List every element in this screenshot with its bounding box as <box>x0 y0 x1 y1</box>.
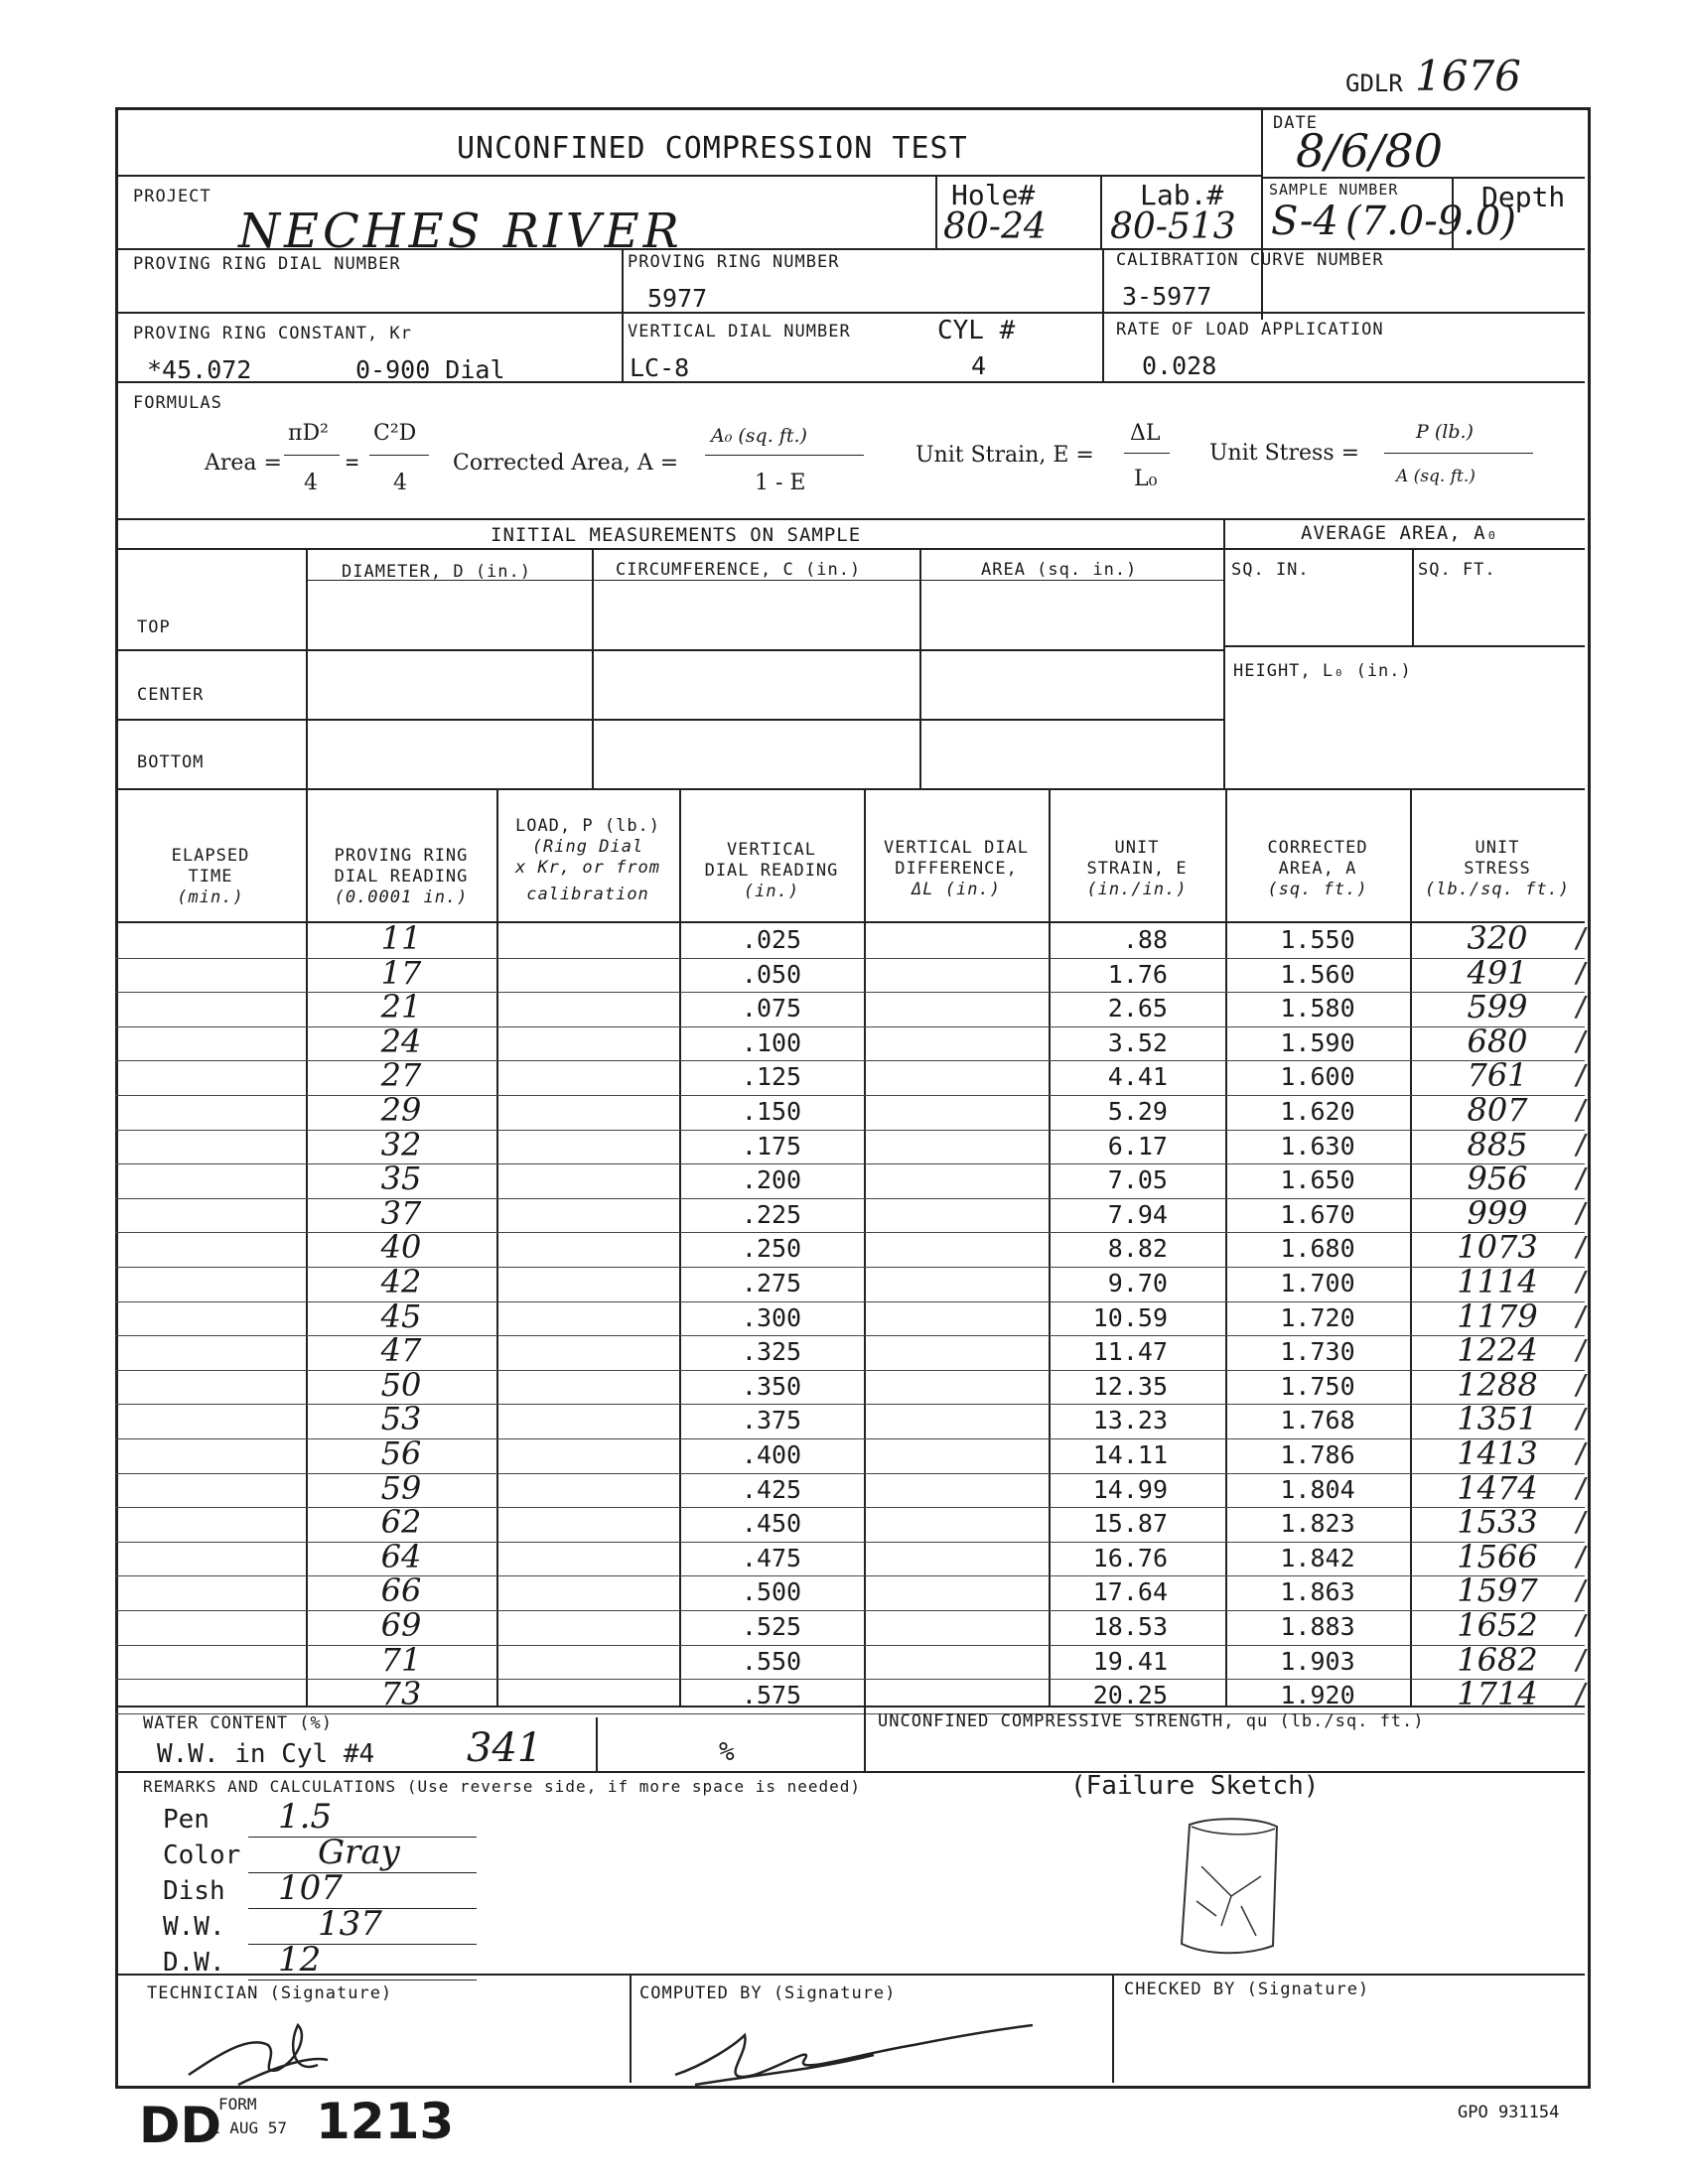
unit-stress-cell: 320 <box>1467 919 1528 957</box>
ring-number-value: 5977 <box>647 284 708 313</box>
ring-reading-cell: 53 <box>380 1400 422 1438</box>
ring-reading-cell: 21 <box>380 988 422 1026</box>
check-mark: / <box>1573 1265 1590 1297</box>
ring-reading-cell: 11 <box>380 919 422 957</box>
ring-reading-cell: 62 <box>380 1503 422 1542</box>
vertical-reading-cell: .050 <box>741 959 802 989</box>
circumference-header: CIRCUMFERENCE, C (in.) <box>616 560 862 580</box>
unit-stress-cell: 1474 <box>1457 1468 1538 1507</box>
ring-reading-cell: 47 <box>380 1331 422 1370</box>
header-corrected-area: CORRECTED AREA, A (sq. ft.) <box>1267 838 1368 899</box>
check-mark: / <box>1573 1470 1590 1504</box>
dial-range-value: 0-900 Dial <box>355 355 505 384</box>
corrected-area-cell: 1.630 <box>1280 1131 1355 1160</box>
check-mark: / <box>1573 1402 1590 1435</box>
check-mark: / <box>1573 1093 1590 1126</box>
sq-ft-header: SQ. FT. <box>1418 560 1496 580</box>
remark-label: Color <box>163 1841 241 1870</box>
unit-stress-cell: 807 <box>1467 1091 1528 1129</box>
cyl-label: CYL # <box>937 316 1016 345</box>
remark-label: Dish <box>163 1876 225 1906</box>
avg-area-label: AVERAGE AREA, A₀ <box>1301 522 1499 544</box>
vertical-reading-cell: .250 <box>741 1234 802 1264</box>
vertical-reading-cell: .200 <box>741 1165 802 1195</box>
corrected-area-cell: 1.700 <box>1280 1269 1355 1297</box>
form-number: 1213 <box>316 2093 455 2150</box>
dd-mark: DD <box>139 2097 222 2154</box>
vertical-reading-cell: .075 <box>741 994 802 1024</box>
unit-strain-cell: 4.41 <box>1107 1062 1168 1092</box>
gdlr-label: GDLR <box>1345 69 1403 97</box>
check-mark: / <box>1573 990 1590 1024</box>
gpo-number: GPO 931154 <box>1458 2103 1560 2122</box>
ucs-label: UNCONFINED COMPRESSIVE STRENGTH, qu (lb./sq. ft.) <box>878 1711 1425 1731</box>
remark-value: Gray <box>318 1833 400 1872</box>
unit-strain-cell: 7.05 <box>1107 1165 1168 1195</box>
ring-reading-cell: 29 <box>380 1091 422 1129</box>
formulas-label: FORMULAS <box>133 393 222 413</box>
header-load: LOAD, P (lb.) (Ring Dial x Kr, or from calibration <box>514 816 661 904</box>
computed-label: COMPUTED BY (Signature) <box>639 1983 897 2003</box>
unit-strain-cell: 20.25 <box>1092 1681 1168 1710</box>
corrected-area-cell: 1.590 <box>1280 1027 1355 1057</box>
check-mark: / <box>1573 1127 1590 1160</box>
unit-stress-cell: 999 <box>1467 1193 1528 1232</box>
unit-strain-cell: 2.65 <box>1107 994 1168 1024</box>
vertical-reading-cell: .100 <box>741 1027 802 1057</box>
sample-value: S-4 <box>1271 199 1338 244</box>
vertical-reading-cell: .300 <box>741 1302 802 1332</box>
ring-reading-cell: 24 <box>380 1022 422 1060</box>
ring-constant-label: PROVING RING CONSTANT, Kr <box>133 324 412 343</box>
vertical-reading-cell: .275 <box>741 1269 802 1297</box>
check-mark: / <box>1573 1298 1590 1332</box>
check-mark: / <box>1573 1539 1590 1572</box>
technician-label: TECHNICIAN (Signature) <box>147 1983 393 2003</box>
corrected-area-cell: 1.786 <box>1280 1440 1355 1469</box>
hole-label: Hole# <box>951 179 1036 211</box>
water-content-label: WATER CONTENT (%) <box>143 1713 333 1733</box>
corrected-area-cell: 1.842 <box>1280 1543 1355 1572</box>
depth-label: Depth <box>1481 181 1566 213</box>
unit-strain-cell: 16.76 <box>1092 1543 1168 1572</box>
ring-reading-cell: 32 <box>380 1125 422 1163</box>
failure-sketch-label: (Failure Sketch) <box>1070 1771 1320 1801</box>
unit-strain-cell: 7.94 <box>1107 1199 1168 1229</box>
unit-stress-cell: 885 <box>1467 1125 1528 1163</box>
vertical-reading-cell: .550 <box>741 1646 802 1676</box>
ring-reading-cell: 64 <box>380 1537 422 1575</box>
unit-strain-cell: 17.64 <box>1092 1577 1168 1607</box>
vertical-reading-cell: .350 <box>741 1371 802 1401</box>
check-mark: / <box>1573 1161 1590 1195</box>
date-label: DATE <box>1273 113 1318 133</box>
check-mark: / <box>1573 955 1590 989</box>
header-unit-stress: UNIT STRESS (lb./sq. ft.) <box>1424 838 1571 899</box>
unit-strain-cell: 6.17 <box>1107 1131 1168 1160</box>
calibration-curve-value: 3-5977 <box>1122 282 1212 311</box>
form-date: 1 AUG 57 <box>211 2118 288 2137</box>
vertical-reading-cell: .525 <box>741 1612 802 1641</box>
check-mark: / <box>1573 1573 1590 1607</box>
check-mark: / <box>1573 1642 1590 1676</box>
cyl-value: 4 <box>971 351 987 380</box>
unit-strain-cell: 18.53 <box>1092 1612 1168 1641</box>
header-elapsed-time: ELAPSED TIME (min.) <box>171 846 250 907</box>
ww-cyl-label: W.W. in Cyl #4 <box>157 1739 375 1769</box>
technician-signature <box>179 2015 417 2095</box>
ring-reading-cell: 45 <box>380 1297 422 1335</box>
check-mark: / <box>1573 1436 1590 1469</box>
corrected-area-cell: 1.680 <box>1280 1234 1355 1264</box>
check-mark: / <box>1573 1333 1590 1367</box>
diameter-header: DIAMETER, D (in.) <box>342 562 531 582</box>
unit-stress-cell: 1714 <box>1457 1675 1538 1713</box>
unit-stress-cell: 956 <box>1467 1160 1528 1198</box>
unit-stress-cell: 1073 <box>1457 1228 1538 1267</box>
unit-strain-cell: 9.70 <box>1107 1269 1168 1297</box>
ring-reading-cell: 27 <box>380 1056 422 1095</box>
computed-signature <box>655 2015 1053 2095</box>
check-mark: / <box>1573 1608 1590 1641</box>
rate-label: RATE OF LOAD APPLICATION <box>1116 320 1384 340</box>
unit-stress-cell: 1566 <box>1457 1537 1538 1575</box>
ring-reading-cell: 40 <box>380 1228 422 1267</box>
corrected-area-cell: 1.620 <box>1280 1097 1355 1126</box>
remark-label: D.W. <box>163 1948 225 1978</box>
unit-stress-cell: 1597 <box>1457 1571 1538 1610</box>
unit-stress-cell: 1652 <box>1457 1606 1538 1644</box>
unit-stress-cell: 1351 <box>1457 1400 1538 1438</box>
initial-title: INITIAL MEASUREMENTS ON SAMPLE <box>491 524 862 546</box>
check-mark: / <box>1573 1058 1590 1092</box>
ring-dial-label: PROVING RING DIAL NUMBER <box>133 254 401 274</box>
ring-reading-cell: 50 <box>380 1365 422 1404</box>
vertical-reading-cell: .175 <box>741 1131 802 1160</box>
check-mark: / <box>1573 1505 1590 1539</box>
hole-value: 80-24 <box>943 206 1047 247</box>
lab-label: Lab.# <box>1140 179 1224 211</box>
rate-value: 0.028 <box>1142 351 1217 380</box>
remark-label: W.W. <box>163 1912 225 1942</box>
unit-stress-cell: 1682 <box>1457 1640 1538 1679</box>
corrected-area-cell: 1.920 <box>1280 1681 1355 1710</box>
unit-strain-cell: 14.99 <box>1092 1474 1168 1504</box>
ring-reading-cell: 69 <box>380 1606 422 1644</box>
sq-in-header: SQ. IN. <box>1231 560 1310 580</box>
corrected-area-cell: 1.580 <box>1280 994 1355 1024</box>
corrected-area-cell: 1.804 <box>1280 1474 1355 1504</box>
vertical-reading-cell: .575 <box>741 1681 802 1710</box>
check-mark: / <box>1573 1677 1590 1710</box>
area-sq-in-header: AREA (sq. in.) <box>981 560 1138 580</box>
failure-sketch-drawing <box>1162 1807 1301 1966</box>
corrected-area-cell: 1.750 <box>1280 1371 1355 1401</box>
unit-stress-cell: 761 <box>1467 1056 1528 1095</box>
ring-reading-cell: 73 <box>380 1675 422 1713</box>
vertical-reading-cell: .225 <box>741 1199 802 1229</box>
ring-reading-cell: 66 <box>380 1571 422 1610</box>
vertical-reading-cell: .325 <box>741 1337 802 1367</box>
remark-value: 137 <box>318 1904 382 1944</box>
unit-strain-cell: 8.82 <box>1107 1234 1168 1264</box>
corrected-area-cell: 1.650 <box>1280 1165 1355 1195</box>
unit-strain-cell: 11.47 <box>1092 1337 1168 1367</box>
project-value: NECHES RIVER <box>238 204 683 259</box>
row-center-label: CENTER <box>137 685 205 705</box>
ww-cyl-value: 341 <box>467 1725 543 1771</box>
corrected-area-cell: 1.560 <box>1280 959 1355 989</box>
remark-value: 107 <box>278 1868 343 1908</box>
date-value: 8/6/80 <box>1296 124 1444 178</box>
gdlr-number: 1676 <box>1415 52 1521 100</box>
depth-value: (7.0-9.0) <box>1345 199 1516 244</box>
form-label: FORM <box>218 2095 257 2114</box>
header-proving-ring: PROVING RING DIAL READING (0.0001 in.) <box>334 846 469 907</box>
ring-reading-cell: 42 <box>380 1263 422 1300</box>
unit-strain-cell: 10.59 <box>1092 1302 1168 1332</box>
corrected-area-cell: 1.600 <box>1280 1062 1355 1092</box>
unit-strain-cell: 5.29 <box>1107 1097 1168 1126</box>
unit-strain-cell: 3.52 <box>1107 1027 1168 1057</box>
vertical-reading-cell: .150 <box>741 1097 802 1126</box>
ring-reading-cell: 37 <box>380 1193 422 1232</box>
unit-strain-cell: 1.76 <box>1107 959 1168 989</box>
check-mark: / <box>1573 1195 1590 1229</box>
row-bottom-label: BOTTOM <box>137 752 205 772</box>
ring-number-label: PROVING RING NUMBER <box>628 252 840 272</box>
corrected-area-cell: 1.863 <box>1280 1577 1355 1607</box>
unit-stress-cell: 599 <box>1467 988 1528 1026</box>
corrected-area-cell: 1.720 <box>1280 1302 1355 1332</box>
header-difference: VERTICAL DIAL DIFFERENCE, ΔL (in.) <box>883 838 1030 899</box>
checked-label: CHECKED BY (Signature) <box>1124 1979 1370 1999</box>
corrected-area-cell: 1.670 <box>1280 1199 1355 1229</box>
unit-strain-cell: .88 <box>1122 925 1168 954</box>
vertical-dial-value: LC-8 <box>630 353 690 382</box>
header-vertical-dial: VERTICAL DIAL READING (in.) <box>704 840 839 901</box>
unit-stress-cell: 1413 <box>1457 1434 1538 1472</box>
vertical-reading-cell: .375 <box>741 1406 802 1435</box>
unit-stress-cell: 1114 <box>1457 1263 1538 1300</box>
height-label: HEIGHT, L₀ (in.) <box>1233 661 1412 681</box>
corrected-area-cell: 1.883 <box>1280 1612 1355 1641</box>
ring-reading-cell: 71 <box>380 1640 422 1679</box>
ring-reading-cell: 35 <box>380 1160 422 1198</box>
unit-strain-cell: 13.23 <box>1092 1406 1168 1435</box>
remark-label: Pen <box>163 1805 210 1835</box>
unit-stress-cell: 1179 <box>1457 1297 1538 1335</box>
ring-reading-cell: 56 <box>380 1434 422 1472</box>
corrected-area-cell: 1.768 <box>1280 1406 1355 1435</box>
form-title: UNCONFINED COMPRESSION TEST <box>457 131 968 166</box>
vertical-reading-cell: .025 <box>741 925 802 954</box>
unit-stress-cell: 1288 <box>1457 1365 1538 1404</box>
unit-strain-cell: 14.11 <box>1092 1440 1168 1469</box>
header-unit-strain: UNIT STRAIN, E (in./in.) <box>1086 838 1188 899</box>
unit-strain-cell: 15.87 <box>1092 1509 1168 1539</box>
unit-stress-cell: 1224 <box>1457 1331 1538 1370</box>
ring-reading-cell: 17 <box>380 953 422 992</box>
corrected-area-cell: 1.550 <box>1280 925 1355 954</box>
remarks-label: REMARKS AND CALCULATIONS (Use reverse side, if more space is needed) <box>143 1777 862 1796</box>
check-mark: / <box>1573 1230 1590 1264</box>
remark-value: 1.5 <box>278 1797 333 1837</box>
vertical-reading-cell: .500 <box>741 1577 802 1607</box>
corrected-area-cell: 1.823 <box>1280 1509 1355 1539</box>
unit-stress-cell: 1533 <box>1457 1503 1538 1542</box>
vertical-reading-cell: .450 <box>741 1509 802 1539</box>
check-mark: / <box>1573 921 1590 954</box>
unit-stress-cell: 680 <box>1467 1022 1528 1060</box>
unit-strain-cell: 12.35 <box>1092 1371 1168 1401</box>
vertical-reading-cell: .475 <box>741 1543 802 1572</box>
corrected-area-cell: 1.903 <box>1280 1646 1355 1676</box>
project-label: PROJECT <box>133 187 211 206</box>
lab-value: 80-513 <box>1110 206 1236 247</box>
vertical-dial-label: VERTICAL DIAL NUMBER <box>628 322 851 341</box>
unit-strain-cell: 19.41 <box>1092 1646 1168 1676</box>
unit-stress-cell: 491 <box>1467 953 1528 992</box>
vertical-reading-cell: .425 <box>741 1474 802 1504</box>
remark-value: 12 <box>278 1940 322 1979</box>
row-top-label: TOP <box>137 617 171 637</box>
calibration-curve-label: CALIBRATION CURVE NUMBER <box>1116 250 1384 270</box>
sample-label: SAMPLE NUMBER <box>1269 181 1399 199</box>
vertical-reading-cell: .125 <box>741 1062 802 1092</box>
ring-constant-value: *45.072 <box>147 355 252 384</box>
percent-sign: % <box>719 1737 735 1767</box>
corrected-area-cell: 1.730 <box>1280 1337 1355 1367</box>
check-mark: / <box>1573 1367 1590 1401</box>
check-mark: / <box>1573 1024 1590 1057</box>
ring-reading-cell: 59 <box>380 1468 422 1507</box>
vertical-reading-cell: .400 <box>741 1440 802 1469</box>
